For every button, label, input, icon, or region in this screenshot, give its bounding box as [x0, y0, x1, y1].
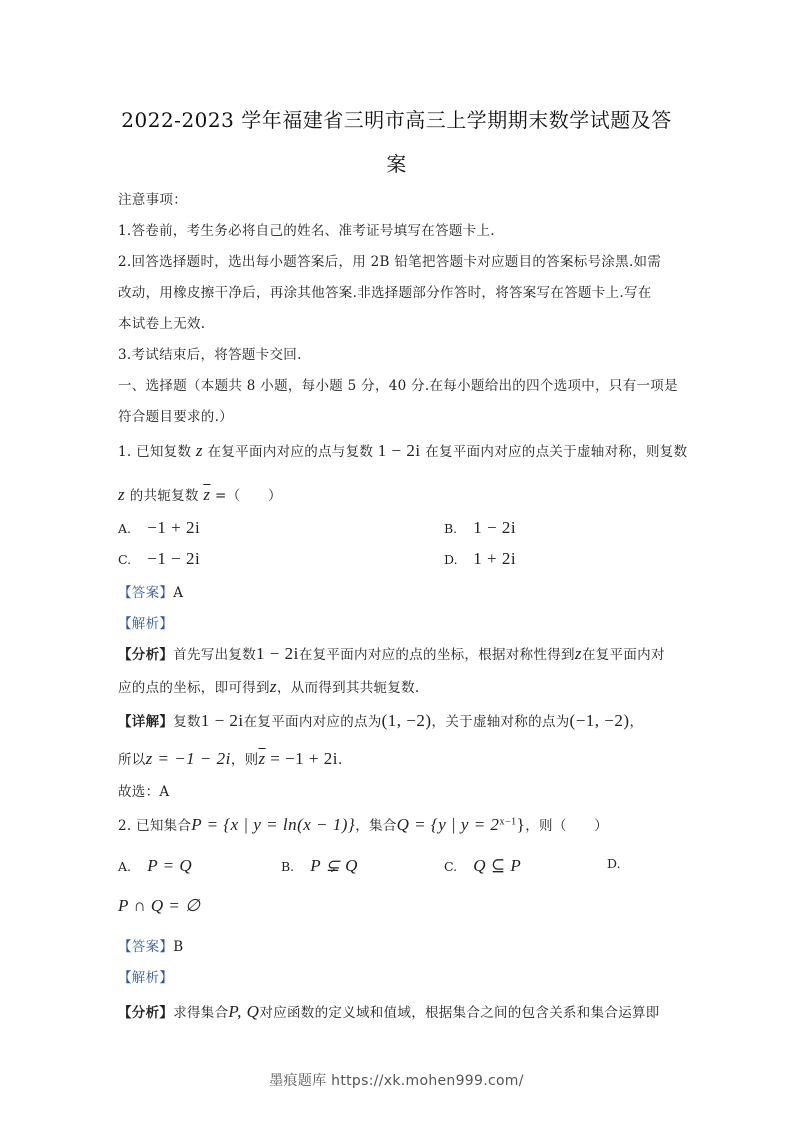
option-value: P = Q	[147, 856, 193, 875]
q1-stem-text3: 的共轭复数	[129, 488, 199, 504]
q2-stem-text: ，集合	[355, 818, 397, 834]
document-title-line2: 案	[386, 152, 407, 176]
footer-watermark: 墨痕题库 https://xk.mohen999.com/	[269, 1073, 524, 1089]
q1-xiangjie-line2	[118, 748, 343, 769]
answer-tag: 【答案】	[118, 585, 174, 601]
fenxi-text5: ，从而得到其共轭复数.	[276, 680, 420, 696]
xj-expr: 1 − 2i	[200, 711, 244, 730]
q2-option-a	[118, 856, 192, 876]
q2-set-q-exp: x−1	[499, 816, 517, 828]
option-value: −1 − 2i	[147, 549, 201, 568]
q1-stem-line1	[118, 440, 687, 461]
note-2a: 2.回答选择题时，选出每小题答案后，用 2B 铅笔把答题卡对应题目的答案标号涂黑.如需	[118, 254, 662, 270]
option-label: D.	[444, 552, 458, 567]
notes-heading: 注意事项：	[118, 192, 187, 208]
xj-point1: (1, −2)	[381, 711, 432, 730]
fenxi-text3: 在复平面内对	[581, 647, 665, 663]
q1-stem-line2	[118, 484, 282, 505]
q2-set-q: Q = {y | y = 2	[396, 815, 500, 834]
fenxi-var-z2: z	[269, 677, 277, 696]
so-eq1: z = −1 − 2i	[145, 749, 231, 768]
option-label: A.	[118, 521, 132, 536]
fenxi-tag: 【分析】	[118, 647, 174, 663]
q2-option-d-value	[118, 896, 200, 916]
fenxi-text: 求得集合	[173, 1005, 229, 1021]
q1-analysis-tag: 【解析】	[118, 616, 174, 632]
fenxi-var-z: z	[574, 644, 582, 663]
xiangjie-tag: 【详解】	[118, 714, 174, 730]
option-value: 1 − 2i	[473, 518, 517, 537]
fenxi-text2: 在复平面内对应的点的坐标，根据对称性得到	[298, 647, 575, 663]
q2-fenxi-line1	[118, 1001, 660, 1022]
q1-answer	[118, 581, 183, 601]
fenxi-text4: 应的点的坐标，即可得到	[118, 680, 270, 696]
option-d-expr: P ∩ Q = ∅	[118, 896, 201, 915]
q2-number: 2. 已知集合	[118, 818, 192, 834]
xj-text: 复数	[173, 714, 201, 730]
q1-zbar: $\overline{z}$	[203, 485, 211, 504]
xj-text3: ，关于虚轴对称的点为	[431, 714, 570, 730]
fenxi-tag: 【分析】	[118, 1005, 174, 1021]
option-label: C.	[118, 552, 132, 567]
option-value: 1 + 2i	[473, 549, 517, 568]
q2-option-d	[607, 856, 632, 872]
option-value: Q ⊆ P	[473, 856, 522, 875]
section-heading-line2: 符合题目要求的.）	[118, 409, 233, 425]
option-value: −1 + 2i	[147, 518, 201, 537]
fenxi-text2: 对应函数的定义域和值域，根据集合之间的包含关系和集合运算即	[259, 1005, 660, 1021]
q1-option-a	[118, 518, 200, 538]
q2-option-b	[281, 856, 358, 876]
note-2c: 本试卷上无效.	[118, 316, 206, 332]
option-value: P ⊊ Q	[310, 856, 358, 875]
q1-stem-text2: 在复平面内对应的点关于虚轴对称，则复数	[425, 444, 688, 460]
note-3: 3.考试结束后，将答题卡交回.	[118, 347, 302, 363]
fenxi-text: 首先写出复数	[173, 647, 257, 663]
q1-stem-text4: =（ ）	[215, 488, 282, 504]
so-text: 所以	[118, 752, 146, 768]
q2-answer	[118, 935, 183, 955]
q1-var-z: z	[195, 441, 203, 460]
so-text2: ，则	[230, 752, 259, 768]
answer-tag: 【答案】	[118, 939, 174, 955]
q1-option-c	[118, 549, 200, 569]
note-2b: 改动，用橡皮擦干净后，再涂其他答案.非选择题部分作答时，将答案写在答题卡上.写在	[118, 285, 652, 301]
q1-var-z2: z	[118, 485, 126, 504]
option-label: D.	[607, 856, 621, 871]
note-1: 1.答卷前，考生务必将自己的姓名、准考证号填写在答题卡上.	[118, 223, 495, 239]
q1-stem-text: 在复平面内对应的点与复数	[207, 444, 374, 460]
fenxi-expr: 1 − 2i	[256, 644, 299, 663]
section-heading-line1: 一、选择题（本题共 8 小题，每小题 5 分，40 分.在每小题给出的四个选项中，只有一项是	[118, 378, 678, 394]
so-eq2: = −1 + 2i	[270, 749, 338, 768]
q2-set-q-end: }	[516, 815, 526, 834]
option-label: A.	[118, 859, 132, 874]
q2-stem-text2: ，则（ ）	[525, 818, 609, 834]
answer-value: A	[173, 585, 184, 601]
option-label: B.	[444, 521, 458, 536]
xj-text2: 在复平面内对应的点为	[243, 714, 382, 730]
q2-stem	[118, 814, 608, 835]
q1-number: 1. 已知复数	[118, 444, 192, 460]
q1-option-d	[444, 549, 516, 569]
q2-analysis-tag: 【解析】	[118, 970, 174, 986]
q1-fenxi-line2	[118, 676, 420, 697]
option-label: B.	[281, 859, 295, 874]
xj-text4: ，	[629, 714, 644, 730]
q2-set-p: P = {x | y = ln(x − 1)}	[191, 815, 356, 834]
q1-complex-expr: 1 − 2i	[377, 441, 421, 460]
so-zbar: $\overline{z}$	[258, 749, 266, 768]
so-text3: .	[337, 752, 343, 768]
xj-point2: (−1, −2)	[569, 711, 630, 730]
q1-fenxi-line1	[118, 643, 665, 664]
document-title-line1: 2022-2023 学年福建省三明市高三上学期期末数学试题及答	[121, 108, 672, 132]
q1-xiangjie-line1	[118, 710, 643, 731]
q2-option-c	[444, 856, 521, 876]
q1-choose: 故选：A	[118, 784, 170, 800]
answer-value: B	[173, 939, 184, 955]
fenxi-pq: P, Q	[228, 1002, 260, 1021]
q1-option-b	[444, 518, 516, 538]
option-label: C.	[444, 859, 458, 874]
